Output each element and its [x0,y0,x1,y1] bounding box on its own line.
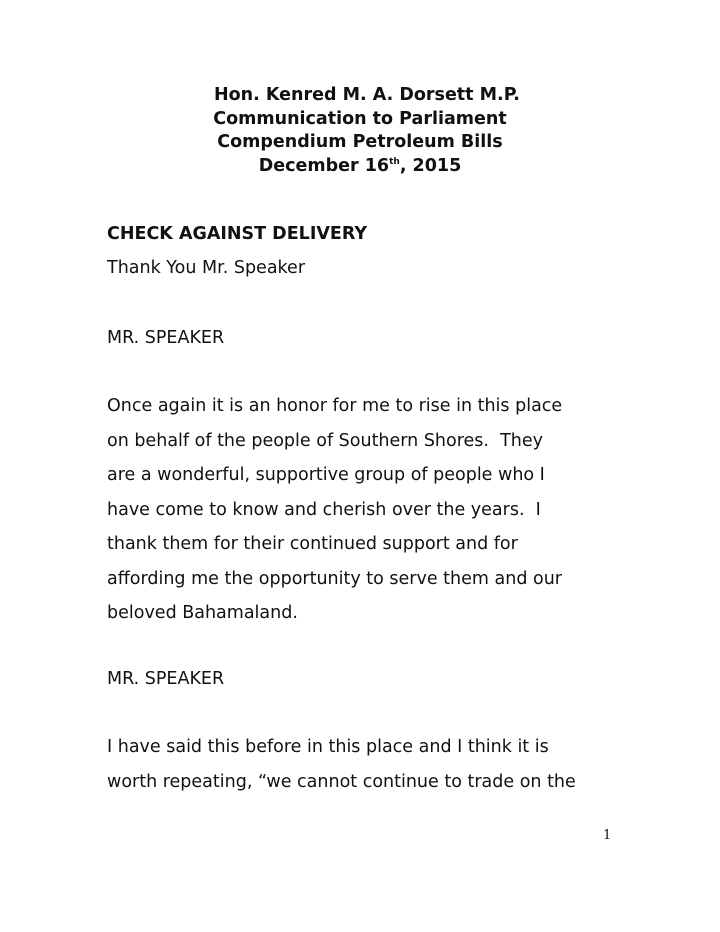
header-subject: Compendium Petroleum Bills [217,132,503,152]
paragraph-line: are a wonderful, supportive group of people who I [107,465,545,485]
paragraph-line: thank them for their continued support and for [107,534,518,554]
header-date-suffix: th [389,156,400,167]
header-date [0,155,720,179]
thanks-line: Thank You Mr. Speaker [107,258,306,278]
header-date-year: , 2015 [399,155,462,176]
header-communication: Communication to Parliament [213,108,507,129]
check-against-delivery: CHECK AGAINST DELIVERY [107,224,368,244]
mr-speaker-heading-1: MR. SPEAKER [107,328,225,348]
paragraph-line: have come to know and cherish over the years. I [107,499,541,520]
paragraph-line: affording me the opportunity to serve them and our [107,568,562,589]
paragraph-line: worth repeating, “we cannot continue to trade on the [107,771,576,792]
header-author: Hon. Kenred M. A. Dorsett M.P. [214,85,520,105]
paragraph-line: I have said this before in this place and I think it is [107,737,549,757]
paragraph-1 [107,389,667,631]
mr-speaker-heading-2: MR. SPEAKER [107,669,225,689]
document-header [0,84,720,178]
paragraph-line: beloved Bahamaland. [107,603,298,623]
header-date-main: December 16 [258,155,390,176]
paragraph-2 [107,730,667,799]
paragraph-line: Once again it is an honor for me to rise in this place [107,396,563,416]
paragraph-line: on behalf of the people of Southern Shores. They [107,430,544,451]
page-number: 1 [603,828,612,843]
